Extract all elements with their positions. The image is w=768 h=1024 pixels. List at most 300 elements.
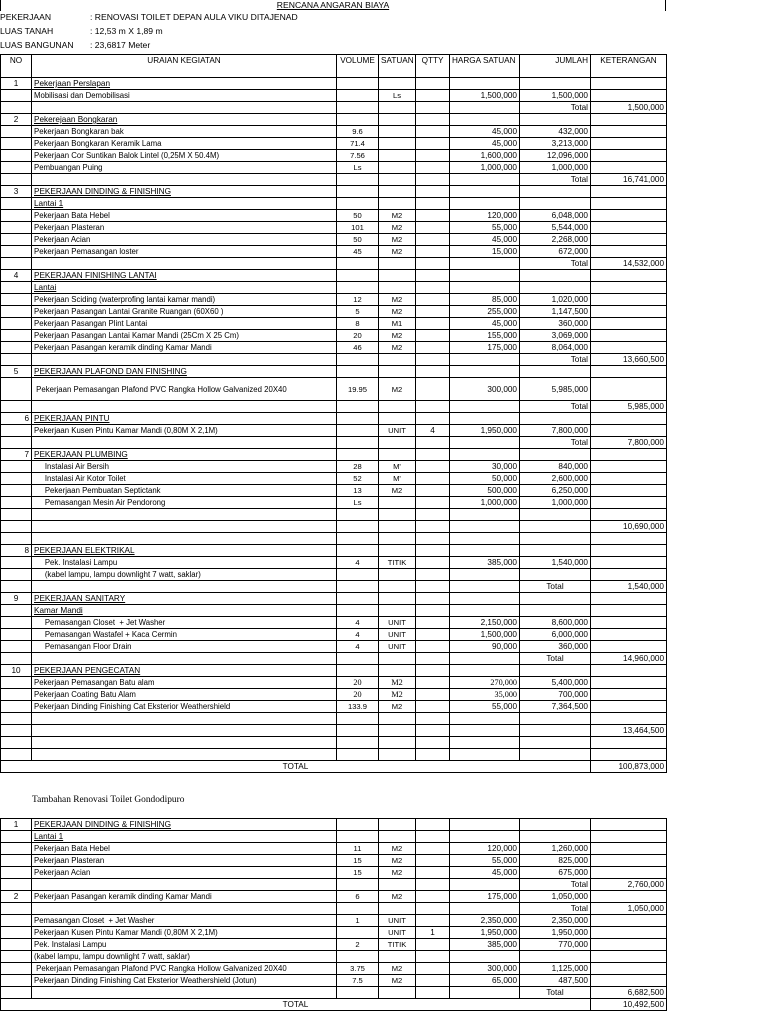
cell-uraian: Pekerejaan Bongkaran xyxy=(32,114,337,126)
cell-jumlah: 770,000 xyxy=(520,939,591,951)
cell-jumlah xyxy=(520,413,591,425)
cell-qtty xyxy=(416,330,450,342)
cell-uraian: Pekerjaan Bongkaran bak xyxy=(32,126,337,138)
cell-volume xyxy=(337,903,379,915)
cell-volume xyxy=(337,581,379,593)
cell-keterangan xyxy=(591,330,667,342)
cell-no xyxy=(1,975,32,987)
cell-volume: 12 xyxy=(337,294,379,306)
cell-keterangan xyxy=(591,246,667,258)
cell-satuan xyxy=(379,569,416,581)
cell-harga: 2,350,000 xyxy=(450,915,520,927)
cell-satuan: TITIK xyxy=(379,557,416,569)
cell-no xyxy=(1,867,32,879)
column-header-keterangan: KETERANGAN xyxy=(591,55,667,78)
cell-uraian: Pekerjaan Dinding Finishing Cat Eksterior Weathershield (Jotun) xyxy=(32,975,337,987)
additional-budget-table xyxy=(0,818,667,1011)
cell-satuan: M2 xyxy=(379,330,416,342)
section-header-row xyxy=(1,114,667,126)
cell-jumlah: 1,147,500 xyxy=(520,306,591,318)
cell-volume: 1 xyxy=(337,915,379,927)
cell-harga: 155,000 xyxy=(450,330,520,342)
cell-uraian: Pemasangan Floor Drain xyxy=(32,641,337,653)
cell-uraian: Pekerjaan Pasangan Lantai Granite Ruangan (60X60 ) xyxy=(32,306,337,318)
cell-no xyxy=(1,927,32,939)
cell-keterangan xyxy=(591,641,667,653)
cell-qtty xyxy=(416,987,450,999)
cell-volume xyxy=(337,569,379,581)
cell-qtty xyxy=(416,174,450,186)
cell-qtty xyxy=(416,258,450,270)
cell-keterangan xyxy=(591,665,667,677)
cell-jumlah: 7,364,500 xyxy=(520,701,591,713)
cell-empty xyxy=(32,749,337,761)
cell-satuan xyxy=(379,270,416,282)
cell-uraian xyxy=(32,903,337,915)
cell-satuan: M2 xyxy=(379,689,416,701)
cell-jumlah xyxy=(520,282,591,294)
column-header-uraian: URAIAN KEGIATAN xyxy=(32,55,337,78)
cell-qtty xyxy=(416,641,450,653)
cell-no xyxy=(1,282,32,294)
cell-qtty xyxy=(416,725,450,737)
cell-volume xyxy=(337,725,379,737)
cell-no xyxy=(1,258,32,270)
cell-no xyxy=(1,330,32,342)
table-row xyxy=(1,425,667,437)
cell-uraian: Pembuangan Puing xyxy=(32,162,337,174)
cell-harga xyxy=(450,653,520,665)
total-row xyxy=(1,258,667,270)
cell-no xyxy=(1,234,32,246)
cell-harga: 45,000 xyxy=(450,126,520,138)
cell-jumlah: 672,000 xyxy=(520,246,591,258)
cell-empty xyxy=(520,737,591,749)
cell-qtty xyxy=(416,90,450,102)
cell-keterangan xyxy=(591,927,667,939)
cell-uraian: Lantai 1 xyxy=(32,831,337,843)
cell-keterangan xyxy=(591,891,667,903)
cell-keterangan xyxy=(591,843,667,855)
cell-no xyxy=(1,497,32,509)
total-label xyxy=(520,521,591,533)
cell-qtty xyxy=(416,485,450,497)
cell-no xyxy=(1,951,32,963)
cell-keterangan xyxy=(591,473,667,485)
cell-volume: 19.95 xyxy=(337,378,379,401)
cell-jumlah: 825,000 xyxy=(520,855,591,867)
cell-volume: 101 xyxy=(337,222,379,234)
column-header-volume: VOLUME xyxy=(337,55,379,78)
cell-satuan xyxy=(379,665,416,677)
cell-keterangan xyxy=(591,90,667,102)
cell-uraian: PEKERJAAN FINISHING LANTAI xyxy=(32,270,337,282)
cell-volume: 8 xyxy=(337,318,379,330)
cell-uraian: PEKERJAAN PLUMBING xyxy=(32,449,337,461)
cell-qtty xyxy=(416,689,450,701)
table-row xyxy=(1,162,667,174)
cell-jumlah xyxy=(520,114,591,126)
cell-no xyxy=(1,987,32,999)
cell-qtty xyxy=(416,102,450,114)
cell-jumlah: 7,800,000 xyxy=(520,425,591,437)
cell-uraian xyxy=(32,521,337,533)
cell-harga xyxy=(450,78,520,90)
cell-volume: 2 xyxy=(337,939,379,951)
cell-empty xyxy=(32,713,337,725)
cell-empty xyxy=(1,749,32,761)
cell-empty xyxy=(1,509,32,521)
table-row xyxy=(1,641,667,653)
cell-satuan xyxy=(379,138,416,150)
cell-satuan: M2 xyxy=(379,891,416,903)
total-label: Total xyxy=(520,174,591,186)
cell-harga: 50,000 xyxy=(450,473,520,485)
cell-qtty xyxy=(416,867,450,879)
cell-volume xyxy=(337,413,379,425)
cell-satuan: UNIT xyxy=(379,927,416,939)
cell-harga xyxy=(450,186,520,198)
cell-qtty xyxy=(416,413,450,425)
column-header-jumlah: JUMLAH xyxy=(520,55,591,78)
cell-satuan: M2 xyxy=(379,677,416,689)
cell-volume: 4 xyxy=(337,629,379,641)
cell-uraian: Pemasangan Closet + Jet Washer xyxy=(32,915,337,927)
cell-volume: 7.56 xyxy=(337,150,379,162)
cell-harga xyxy=(450,903,520,915)
cell-no: 2 xyxy=(1,891,32,903)
cell-harga: 45,000 xyxy=(450,138,520,150)
cell-qtty xyxy=(416,939,450,951)
total-row xyxy=(1,903,667,915)
cell-jumlah: 1,500,000 xyxy=(520,90,591,102)
section-header-row xyxy=(1,819,667,831)
cell-satuan xyxy=(379,879,416,891)
cell-empty xyxy=(379,737,416,749)
table-row xyxy=(1,461,667,473)
cell-satuan: M2 xyxy=(379,963,416,975)
cell-volume: 52 xyxy=(337,473,379,485)
table-row xyxy=(1,126,667,138)
table-row xyxy=(1,222,667,234)
total-label: Total xyxy=(520,879,591,891)
cell-keterangan xyxy=(591,282,667,294)
cell-no xyxy=(1,401,32,413)
cell-qtty xyxy=(416,246,450,258)
cell-no xyxy=(1,90,32,102)
cell-no xyxy=(1,246,32,258)
cell-volume: Ls xyxy=(337,497,379,509)
cell-volume xyxy=(337,987,379,999)
cell-harga: 45,000 xyxy=(450,234,520,246)
cell-jumlah: 840,000 xyxy=(520,461,591,473)
cell-satuan: M2 xyxy=(379,855,416,867)
cell-satuan xyxy=(379,78,416,90)
cell-satuan xyxy=(379,186,416,198)
cell-uraian: Pekerjaan Pasangan keramik dinding Kamar Mandi xyxy=(32,891,337,903)
total-value: 6,682,500 xyxy=(591,987,667,999)
cell-volume: 71.4 xyxy=(337,138,379,150)
cell-jumlah: 360,000 xyxy=(520,318,591,330)
table-row xyxy=(1,689,667,701)
cell-no: 4 xyxy=(1,270,32,282)
cell-harga xyxy=(450,725,520,737)
cell-no xyxy=(1,963,32,975)
cell-harga: 120,000 xyxy=(450,843,520,855)
cell-harga: 255,000 xyxy=(450,306,520,318)
cell-uraian: Pekerjaan Pemasangan Plafond PVC Rangka Hollow Galvanized 20X40 xyxy=(32,378,337,401)
cell-satuan xyxy=(379,413,416,425)
total-value: 1,050,000 xyxy=(591,903,667,915)
cell-empty xyxy=(416,533,450,545)
total-label: Total xyxy=(520,354,591,366)
cell-satuan xyxy=(379,114,416,126)
cell-jumlah: 6,000,000 xyxy=(520,629,591,641)
table-row xyxy=(1,246,667,258)
cell-qtty: 4 xyxy=(416,425,450,437)
cell-satuan xyxy=(379,126,416,138)
cell-volume xyxy=(337,282,379,294)
cell-uraian: Instalasi Air Bersih xyxy=(32,461,337,473)
cell-no xyxy=(1,701,32,713)
cell-uraian xyxy=(32,401,337,413)
table-row xyxy=(1,378,667,401)
cell-satuan: M2 xyxy=(379,342,416,354)
cell-uraian xyxy=(32,987,337,999)
cell-jumlah xyxy=(520,593,591,605)
table-row xyxy=(1,891,667,903)
section-header-row xyxy=(1,198,667,210)
cell-keterangan xyxy=(591,366,667,378)
cell-uraian: Lantai xyxy=(32,282,337,294)
cell-keterangan xyxy=(591,378,667,401)
cell-harga xyxy=(450,831,520,843)
cell-keterangan xyxy=(591,629,667,641)
cell-empty xyxy=(337,533,379,545)
cell-keterangan xyxy=(591,126,667,138)
cell-jumlah: 675,000 xyxy=(520,867,591,879)
cell-harga xyxy=(450,951,520,963)
cell-qtty xyxy=(416,569,450,581)
cell-harga xyxy=(450,114,520,126)
cell-uraian: Pek. Instalasi Lampu xyxy=(32,939,337,951)
cell-no xyxy=(1,939,32,951)
table-row xyxy=(1,737,667,749)
table-row xyxy=(1,557,667,569)
cell-harga xyxy=(450,354,520,366)
cell-no xyxy=(1,162,32,174)
cell-empty xyxy=(32,509,337,521)
cell-volume xyxy=(337,401,379,413)
cell-harga xyxy=(450,593,520,605)
cell-jumlah: 1,260,000 xyxy=(520,843,591,855)
cell-jumlah xyxy=(520,951,591,963)
cell-uraian: Pekerjaan Sciding (waterprofing lantai kamar mandi) xyxy=(32,294,337,306)
cell-uraian: Pekerjaan Dinding Finishing Cat Eksterior Weathershield xyxy=(32,701,337,713)
cell-jumlah: 5,985,000 xyxy=(520,378,591,401)
cell-harga: 175,000 xyxy=(450,891,520,903)
cell-volume xyxy=(337,186,379,198)
cell-jumlah: 3,213,000 xyxy=(520,138,591,150)
cell-qtty xyxy=(416,855,450,867)
cell-empty xyxy=(450,533,520,545)
cell-empty xyxy=(337,713,379,725)
cell-uraian: (kabel lampu, lampu downlight 7 watt, saklar) xyxy=(32,569,337,581)
section-header-row xyxy=(1,449,667,461)
cell-qtty xyxy=(416,150,450,162)
cell-keterangan xyxy=(591,318,667,330)
cell-jumlah: 1,000,000 xyxy=(520,162,591,174)
cell-qtty xyxy=(416,222,450,234)
cell-satuan: M2 xyxy=(379,975,416,987)
cell-satuan xyxy=(379,831,416,843)
cell-satuan xyxy=(379,102,416,114)
cell-harga xyxy=(450,437,520,449)
cell-no xyxy=(1,903,32,915)
cell-harga: 15,000 xyxy=(450,246,520,258)
table-row xyxy=(1,318,667,330)
cell-qtty xyxy=(416,318,450,330)
cell-satuan xyxy=(379,581,416,593)
cell-qtty xyxy=(416,126,450,138)
cell-satuan xyxy=(379,545,416,557)
cell-uraian: PEKERJAAN PLAFOND DAN FINISHING xyxy=(32,366,337,378)
total-row xyxy=(1,174,667,186)
section-header-row xyxy=(1,413,667,425)
cell-harga xyxy=(450,102,520,114)
cell-satuan: Ls xyxy=(379,90,416,102)
cell-keterangan xyxy=(591,210,667,222)
cell-uraian: Pekerjaan Plasteran xyxy=(32,855,337,867)
table-row xyxy=(1,677,667,689)
table-row xyxy=(1,843,667,855)
cell-harga: 35,000 xyxy=(450,689,520,701)
cell-satuan: UNIT xyxy=(379,425,416,437)
cell-qtty xyxy=(416,270,450,282)
cell-satuan xyxy=(379,401,416,413)
section-header-row xyxy=(1,545,667,557)
cell-satuan: M2 xyxy=(379,843,416,855)
cell-no xyxy=(1,354,32,366)
cell-harga xyxy=(450,270,520,282)
cell-harga: 2,150,000 xyxy=(450,617,520,629)
cell-satuan xyxy=(379,819,416,831)
grand-total-row xyxy=(1,999,667,1011)
budget-table xyxy=(0,54,667,773)
cell-volume xyxy=(337,270,379,282)
cell-harga: 300,000 xyxy=(450,378,520,401)
cell-qtty xyxy=(416,210,450,222)
cell-keterangan xyxy=(591,186,667,198)
cell-uraian xyxy=(32,102,337,114)
table-row xyxy=(1,927,667,939)
info-label: PEKERJAAN xyxy=(0,12,52,22)
cell-satuan: UNIT xyxy=(379,629,416,641)
cell-no: 8 xyxy=(1,545,32,557)
cell-volume: 20 xyxy=(337,677,379,689)
cell-keterangan xyxy=(591,701,667,713)
cell-jumlah xyxy=(520,569,591,581)
cell-uraian: PEKERJAAN PINTU xyxy=(32,413,337,425)
cell-qtty xyxy=(416,819,450,831)
cell-harga: 85,000 xyxy=(450,294,520,306)
cell-uraian: Pekerjaan Pasangan keramik dinding Kamar Mandi xyxy=(32,342,337,354)
cell-no xyxy=(1,617,32,629)
cell-jumlah: 5,400,000 xyxy=(520,677,591,689)
cell-satuan: M2 xyxy=(379,306,416,318)
table-row xyxy=(1,138,667,150)
cell-volume: 3.75 xyxy=(337,963,379,975)
cell-uraian: Pemasangan Wastafel + Kaca Cermin xyxy=(32,629,337,641)
section-header-row xyxy=(1,831,667,843)
total-row xyxy=(1,725,667,737)
cell-harga: 300,000 xyxy=(450,963,520,975)
total-label: Total xyxy=(520,987,591,999)
cell-uraian: Pekerjaan Pemasangan Plafond PVC Rangka Hollow Galvanized 20X40 xyxy=(32,963,337,975)
cell-no xyxy=(1,725,32,737)
section-header-row xyxy=(1,605,667,617)
cell-no xyxy=(1,126,32,138)
cell-harga: 30,000 xyxy=(450,461,520,473)
cell-volume xyxy=(337,665,379,677)
cell-satuan xyxy=(379,198,416,210)
table-row xyxy=(1,473,667,485)
total-row xyxy=(1,401,667,413)
cell-qtty xyxy=(416,138,450,150)
cell-jumlah xyxy=(520,366,591,378)
table-row xyxy=(1,951,667,963)
cell-volume xyxy=(337,927,379,939)
cell-uraian: Pekerjaan Kusen Pintu Kamar Mandi (0,80M X 2,1M) xyxy=(32,425,337,437)
cell-harga: 385,000 xyxy=(450,557,520,569)
cell-no: 1 xyxy=(1,819,32,831)
column-header-harga: HARGA SATUAN xyxy=(450,55,520,78)
cell-harga: 45,000 xyxy=(450,867,520,879)
total-value: 1,500,000 xyxy=(591,102,667,114)
cell-uraian xyxy=(32,437,337,449)
cell-no xyxy=(1,641,32,653)
cell-uraian: PEKERJAAN DINDING & FINISHING xyxy=(32,819,337,831)
table-row xyxy=(1,975,667,987)
cell-no xyxy=(1,437,32,449)
cell-satuan: M2 xyxy=(379,867,416,879)
cell-qtty xyxy=(416,677,450,689)
cell-keterangan xyxy=(591,114,667,126)
cell-keterangan xyxy=(591,605,667,617)
cell-volume: 15 xyxy=(337,855,379,867)
table-row xyxy=(1,234,667,246)
cell-no xyxy=(1,294,32,306)
cell-no: 2 xyxy=(1,114,32,126)
cell-qtty xyxy=(416,78,450,90)
cell-empty xyxy=(379,509,416,521)
total-label: Total xyxy=(520,102,591,114)
cell-volume xyxy=(337,593,379,605)
total-label: Total xyxy=(520,401,591,413)
cell-satuan xyxy=(379,903,416,915)
cell-harga xyxy=(450,581,520,593)
cell-harga: 120,000 xyxy=(450,210,520,222)
cell-keterangan xyxy=(591,819,667,831)
total-label: Total xyxy=(520,903,591,915)
table-row xyxy=(1,939,667,951)
cell-harga xyxy=(450,569,520,581)
cell-no xyxy=(1,689,32,701)
cell-satuan xyxy=(379,258,416,270)
cell-empty xyxy=(1,737,32,749)
cell-jumlah: 1,000,000 xyxy=(520,497,591,509)
cell-empty xyxy=(337,737,379,749)
